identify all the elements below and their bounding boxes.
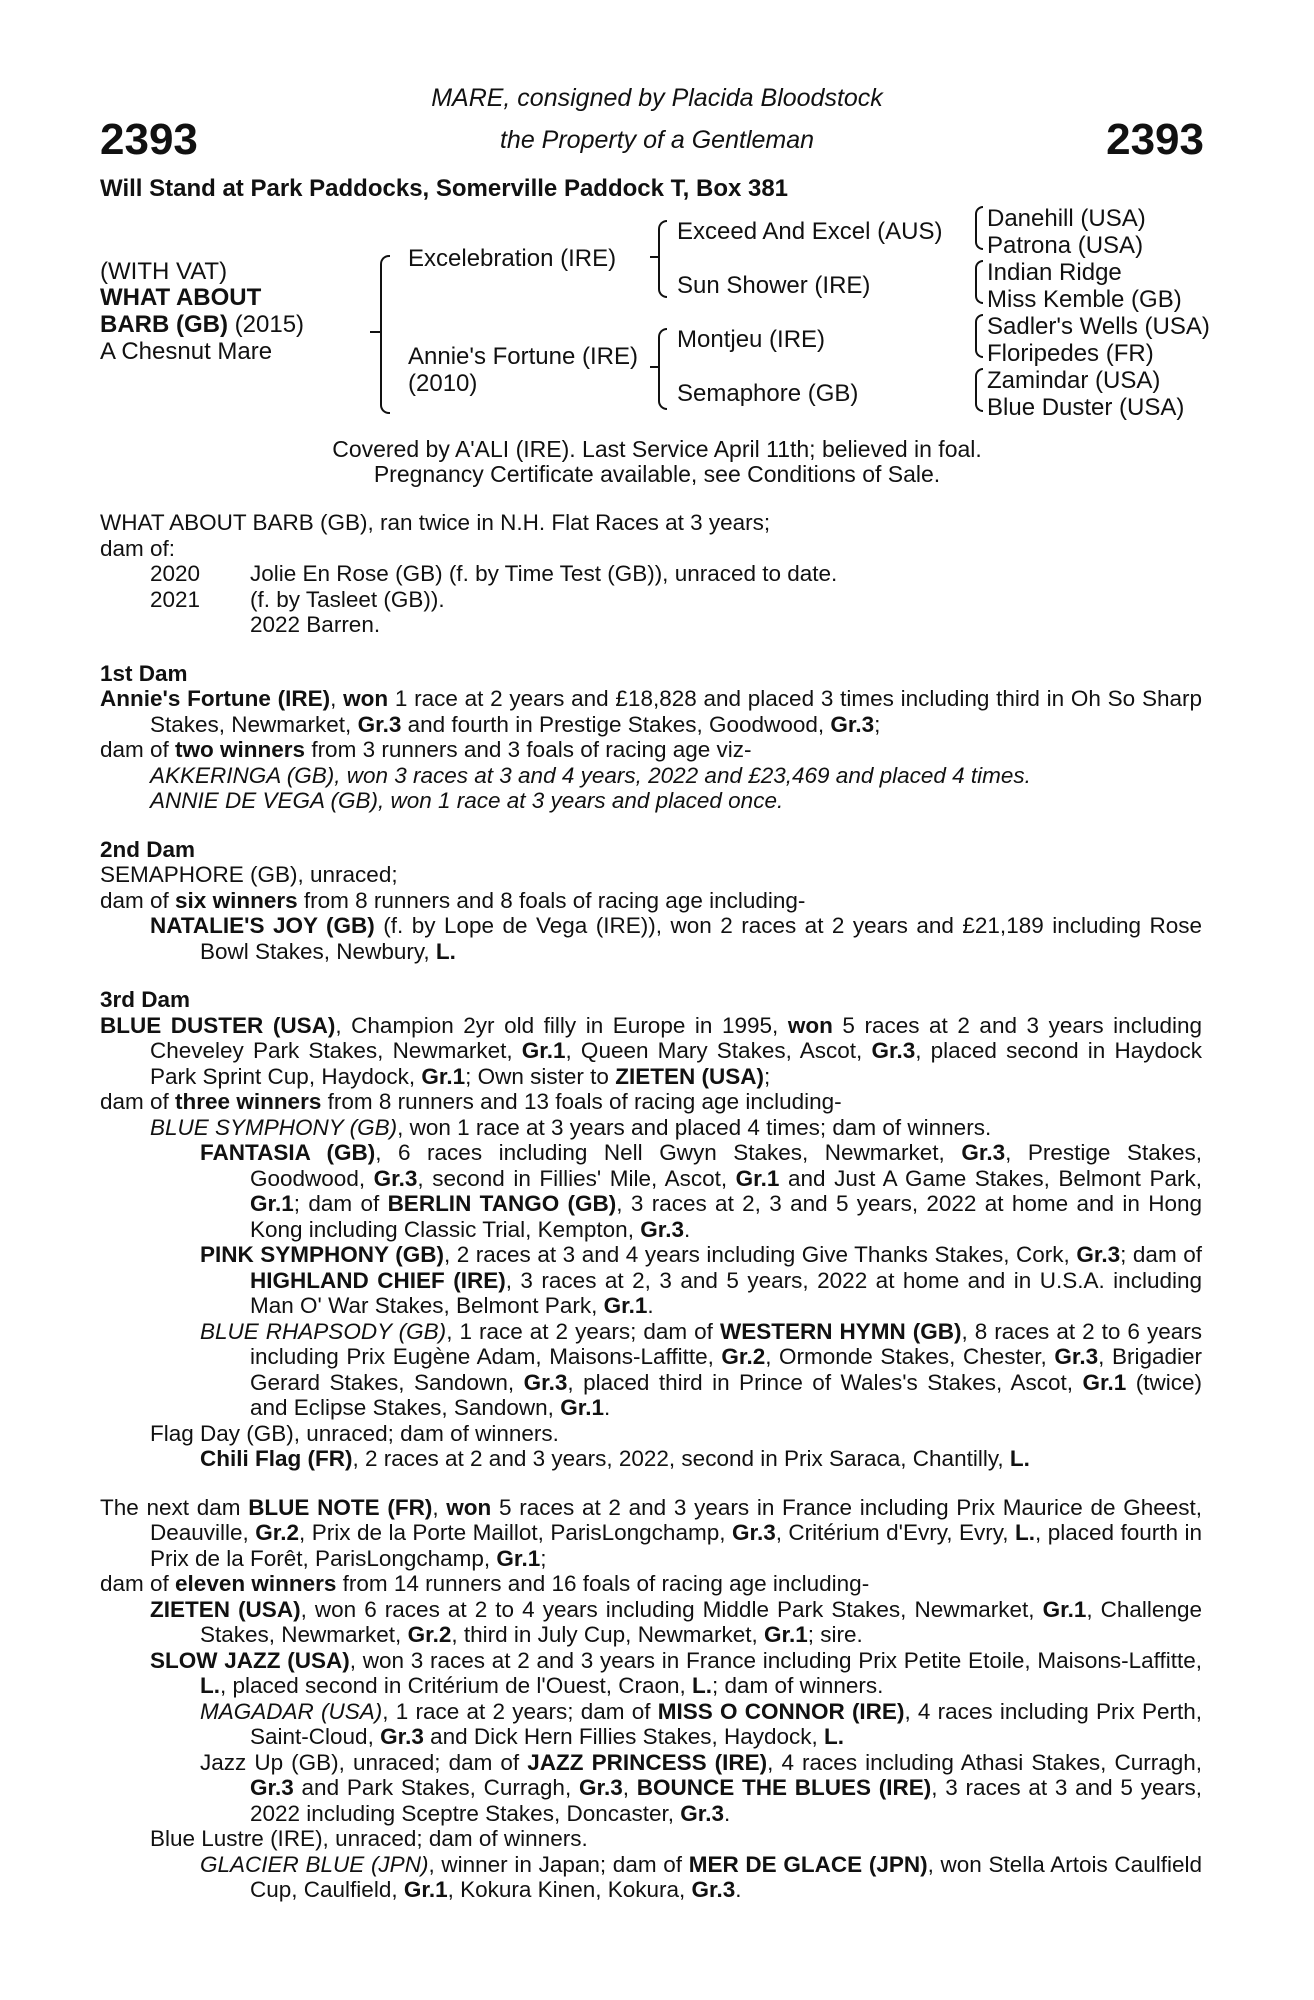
pedigree-brace-sire — [658, 220, 667, 298]
first-dam-foal: AKKERINGA (GB), won 3 races at 3 and 4 years, 2022 and £23,469 and placed 4 times. — [150, 762, 1031, 788]
vat-note: (WITH VAT) — [100, 258, 228, 285]
ancestor-4: Miss Kemble (GB) — [987, 286, 1182, 313]
pedigree-brace-g2 — [975, 260, 983, 304]
lot-number-right: 2393 — [1106, 115, 1204, 164]
next-dam-foal: ZIETEN (USA), won 6 races at 2 to 4 years including Middle Park Stakes, Newmarket, Gr.1, Challenge Stakes, Newmarket, Gr.2, third in July Cup, Newmarket, Gr.1; sire. — [150, 1596, 1202, 1647]
horse-name: WHAT ABOUT — [100, 284, 262, 311]
ancestor-8: Blue Duster (USA) — [987, 394, 1185, 421]
second-dam-produce: dam of six winners from 8 runners and 8 foals of racing age including- — [100, 887, 806, 913]
horse-description: A Chesnut Mare — [100, 338, 273, 365]
next-dam-grandfoal: Jazz Up (GB), unraced; dam of JAZZ PRINCESS (IRE), 4 races including Athasi Stakes, Curragh, Gr.3 and Park Stakes, Curragh, Gr.3, BOUNCE THE BLUES (IRE), 3 races at 3 and 5 years, 2022 including Sceptre Stakes, Doncaster, Gr.3. — [200, 1749, 1202, 1826]
first-dam-foal: ANNIE DE VEGA (GB), won 1 race at 3 years and placed once. — [150, 788, 784, 813]
brace-tick — [650, 366, 659, 368]
third-dam-grandfoal: PINK SYMPHONY (GB), 2 races at 3 and 4 years including Give Thanks Stakes, Cork, Gr.3; dam of HIGHLAND CHIEF (IRE), 3 races at 2, 3 and 5 years, 2022 at home and in U.S.A. including Man O' War Stakes, Belmont Park, Gr.1. — [200, 1242, 1202, 1318]
third-dam-record: BLUE DUSTER (USA), Champion 2yr old filly in Europe in 1995, won 5 races at 2 and 3 years including Cheveley Park Stakes, Newmarket, Gr.1, Queen Mary Stakes, Ascot, Gr.3, placed second in Haydock Park Sprint Cup, Haydock, Gr.1; Own sister to ZIETEN (USA); — [100, 1012, 1202, 1089]
dam: Annie's Fortune (IRE) — [408, 343, 639, 370]
produce-row: 2022 Barren. — [250, 612, 381, 637]
dam-dam: Semaphore (GB) — [677, 380, 859, 407]
consignor-line: MARE, consigned by Placida Bloodstock — [431, 84, 883, 112]
horse-name-line2: BARB (GB) (2015) — [100, 311, 305, 338]
covered-line-2: Pregnancy Certificate available, see Conditions of Sale. — [373, 461, 941, 487]
second-dam-heading: 2nd Dam — [100, 836, 196, 862]
dam-sire: Montjeu (IRE) — [677, 326, 826, 353]
produce-intro: WHAT ABOUT BARB (GB), ran twice in N.H. Flat Races at 3 years; — [100, 510, 771, 535]
first-dam-heading: 1st Dam — [100, 660, 188, 686]
ancestor-7: Zamindar (USA) — [987, 367, 1161, 394]
third-dam-grandfoal: BLUE RHAPSODY (GB), 1 race at 2 years; dam of WESTERN HYMN (GB), 8 races at 2 to 6 years including Prix Eugène Adam, Maisons-Laffitte, Gr.2, Ormonde Stakes, Chester, Gr.3, Brigadier Gerard Stakes, Sandown, Gr.3, placed third in Prince of Wales's Stakes, Ascot, Gr.1 (twice) and Eclipse Stakes, Sandown, Gr.1. — [200, 1318, 1202, 1420]
sire: Excelebration (IRE) — [408, 245, 617, 272]
next-dam-foal: SLOW JAZZ (USA), won 3 races at 2 and 3 years in France including Prix Petite Etoile, Maisons-Laffitte, L., placed second in Critérium de l'Ouest, Craon, L.; dam of winners. — [150, 1647, 1202, 1698]
covered-line-1: Covered by A'ALI (IRE). Last Service April 11th; believed in foal. — [332, 436, 982, 462]
next-dam-foal: Blue Lustre (IRE), unraced; dam of winners. — [150, 1826, 588, 1851]
second-dam-record: SEMAPHORE (GB), unraced; — [100, 862, 398, 887]
ancestor-2: Patrona (USA) — [987, 232, 1144, 259]
ancestor-5: Sadler's Wells (USA) — [987, 313, 1210, 340]
third-dam-heading: 3rd Dam — [100, 987, 191, 1012]
third-dam-foal: Flag Day (GB), unraced; dam of winners. — [150, 1420, 559, 1446]
third-dam-grandfoal: Chili Flag (FR), 2 races at 2 and 3 years, 2022, second in Prix Saraca, Chantilly, L. — [200, 1446, 1030, 1471]
next-dam-produce: dam of eleven winners from 14 runners and 16 foals of racing age including- — [100, 1571, 870, 1596]
next-dam-grandfoal: GLACIER BLUE (JPN), winner in Japan; dam of MER DE GLACE (JPN), won Stella Artois Caulfield Cup, Caulfield, Gr.1, Kokura Kinen, Kokura, Gr.3. — [200, 1851, 1202, 1902]
brace-tick — [370, 331, 381, 333]
ancestor-1: Danehill (USA) — [987, 205, 1146, 232]
next-dam-grandfoal: MAGADAR (USA), 1 race at 2 years; dam of MISS O CONNOR (IRE), 4 races including Prix Perth, Saint-Cloud, Gr.3 and Dick Hern Fillies Stakes, Haydock, L. — [200, 1698, 1202, 1749]
third-dam-grandfoal: FANTASIA (GB), 6 races including Nell Gwyn Stakes, Newmarket, Gr.3, Prestige Stakes, Goodwood, Gr.3, second in Fillies' Mile, Ascot, Gr.1 and Just A Game Stakes, Belmont Park, Gr.1; dam of BERLIN TANGO (GB), 3 races at 2, 3 and 5 years, 2022 at home and in Hong Kong including Classic Trial, Kempton, Gr.3. — [200, 1140, 1202, 1242]
stand-location: Will Stand at Park Paddocks, Somerville Paddock T, Box 381 — [100, 175, 789, 202]
second-dam-foal: NATALIE'S JOY (GB) (f. by Lope de Vega (IRE)), won 2 races at 2 years and £21,189 including Rose Bowl Stakes, Newbury, L. — [150, 913, 1203, 964]
first-dam-record: Annie's Fortune (IRE), won 1 race at 2 years and £18,828 and placed 3 times including third in Oh So Sharp Stakes, Newmarket, Gr.3 and fourth in Prestige Stakes, Goodwood, Gr.3; — [100, 686, 1202, 737]
brace-tick — [650, 256, 659, 258]
pedigree-brace-g3 — [975, 314, 983, 358]
dam-year: (2010) — [408, 370, 478, 397]
sire-dam: Sun Shower (IRE) — [677, 272, 871, 299]
third-dam-foal: BLUE SYMPHONY (GB), won 1 race at 3 years and placed 4 times; dam of winners. — [150, 1114, 992, 1140]
ancestor-6: Floripedes (FR) — [987, 340, 1154, 367]
pedigree-brace-main — [380, 255, 390, 414]
first-dam-produce: dam of two winners from 3 runners and 3 foals of racing age viz- — [100, 737, 752, 762]
lot-number-left: 2393 — [100, 115, 198, 164]
ancestor-3: Indian Ridge — [987, 259, 1122, 286]
next-dam-record: The next dam BLUE NOTE (FR), won 5 races at 2 and 3 years in France including Prix Maurice de Gheest, Deauville, Gr.2, Prix de la Porte Maillot, ParisLongchamp, Gr.3, Critérium d'Evry, Evry, L., placed fourth in Prix de la Forêt, ParisLongchamp, Gr.1; — [100, 1494, 1203, 1571]
pedigree-brace-g4 — [975, 368, 983, 412]
produce-damof: dam of: — [100, 535, 176, 561]
sire-sire: Exceed And Excel (AUS) — [677, 218, 943, 245]
pedigree-brace-g1 — [975, 206, 983, 250]
produce-row: 2021 (f. by Tasleet (GB)). — [150, 586, 445, 612]
catalogue-body — [100, 510, 1202, 1903]
third-dam-produce: dam of three winners from 8 runners and 13 foals of racing age including- — [100, 1089, 842, 1114]
property-line: the Property of a Gentleman — [499, 126, 815, 154]
produce-row: 2020 Jolie En Rose (GB) (f. by Time Test (GB)), unraced to date. — [150, 561, 838, 586]
pedigree-brace-dam — [658, 328, 667, 410]
